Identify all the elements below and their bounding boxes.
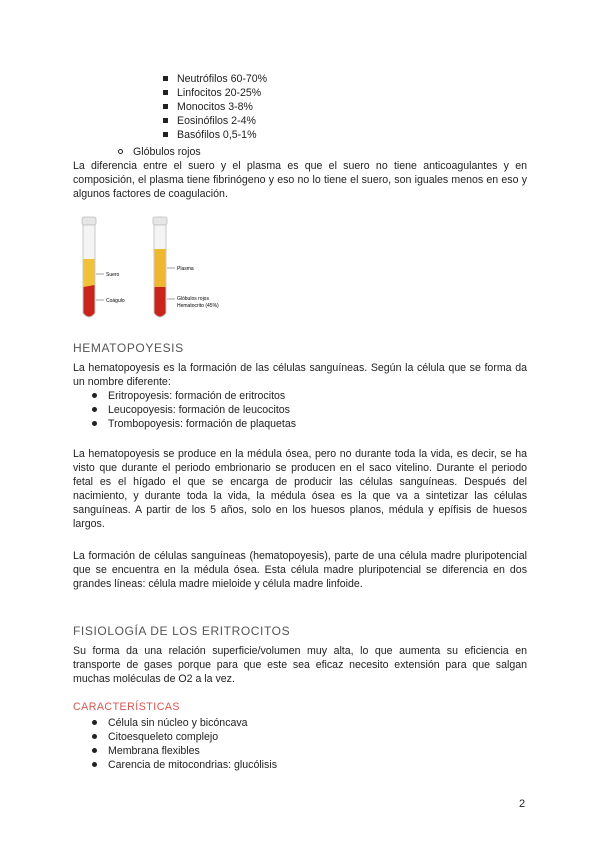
list-item: Célula sin núcleo y bicóncava bbox=[92, 716, 277, 730]
eritrocitos-paragraph: Su forma da una relación superficie/volumen muy alta, lo que aumenta su eficiencia en transporte de gases porque para que este sea eficaz necesito extensión para que salgan muchas moléculas de O2 a la vez. bbox=[73, 645, 527, 685]
serum-label: Suero bbox=[106, 272, 120, 278]
caracteristicas-list bbox=[92, 716, 277, 772]
list-item: Membrana flexibles bbox=[92, 744, 277, 758]
list-item: Citoesqueleto complejo bbox=[92, 730, 277, 744]
eritrocitos-heading: FISIOLOGÍA DE LOS ERITROCITOS bbox=[73, 624, 291, 638]
hematopoyesis-intro: La hematopoyesis es la formación de las células sanguíneas. Según la célula que se forma da un nombre diferente: bbox=[73, 362, 527, 388]
list-item: Neutrófilos 60-70% bbox=[163, 72, 267, 86]
list-item: Basófilos 0,5-1% bbox=[163, 128, 267, 142]
square-bullet-icon bbox=[163, 76, 168, 81]
hematopoyesis-para-2: La formación de células sanguíneas (hematopoyesis), parte de una célula madre pluripotencial que se encuentra en la médula ósea. Esta célula madre pluripotencial se diferencia en dos grandes líneas: célula madre mieloide y célula madre linfoide. bbox=[73, 550, 527, 590]
rbc-label: Glóbulos rojos bbox=[177, 296, 209, 302]
list-item: Linfocitos 20-25% bbox=[163, 86, 267, 100]
serum-tube bbox=[82, 217, 104, 317]
bullet-icon bbox=[92, 393, 97, 398]
serum-plasma-paragraph: La diferencia entre el suero y el plasma es que el suero no tiene anticoagulantes y en composición, el plasma tiene fibrinógeno y eso no lo tiene el suero, son iguales menos en eso y algunos factores de coagulación. bbox=[73, 160, 527, 200]
bullet-icon bbox=[92, 748, 97, 753]
page-number: 2 bbox=[519, 798, 526, 810]
list-item: Eritropoyesis: formación de eritrocitos bbox=[92, 389, 296, 403]
bullet-icon bbox=[92, 734, 97, 739]
hematopoyesis-list bbox=[92, 389, 296, 431]
square-bullet-icon bbox=[163, 132, 168, 137]
bullet-icon bbox=[92, 762, 97, 767]
bullet-icon bbox=[92, 421, 97, 426]
leukocyte-list bbox=[163, 72, 267, 142]
hematopoyesis-heading: HEMATOPOYESIS bbox=[73, 341, 184, 355]
list-item: Monocitos 3-8% bbox=[163, 100, 267, 114]
bullet-icon bbox=[92, 407, 97, 412]
list-item: Trombopoyesis: formación de plaquetas bbox=[92, 417, 296, 431]
bullet-icon bbox=[92, 720, 97, 725]
clot-label: Coágulo bbox=[106, 298, 125, 304]
caracteristicas-heading: CARACTERÍSTICAS bbox=[73, 701, 180, 713]
plasma-tube bbox=[153, 217, 175, 317]
square-bullet-icon bbox=[163, 90, 168, 95]
list-item: Eosinófilos 2-4% bbox=[163, 114, 267, 128]
circle-bullet-icon bbox=[118, 149, 123, 154]
blood-tubes-figure bbox=[76, 215, 276, 325]
list-item: Carencia de mitocondrias: glucólisis bbox=[92, 758, 277, 772]
rbc-list-item: Glóbulos rojos bbox=[118, 145, 201, 159]
square-bullet-icon bbox=[163, 118, 168, 123]
square-bullet-icon bbox=[163, 104, 168, 109]
plasma-label: Plasma bbox=[177, 266, 194, 272]
list-item: Leucopoyesis: formación de leucocitos bbox=[92, 403, 296, 417]
hematocrit-label: Hematocrito (45%) bbox=[177, 303, 219, 309]
hematopoyesis-para-1: La hematopoyesis se produce en la médula ósea, pero no durante toda la vida, es decir, se ha visto que durante el periodo embrionario se producen en el saco vitelino. Durante el periodo fetal es el hígado el que se encarga de producir las células sanguíneas. Después del nacimiento, y durante toda la vida, la médula ósea es la que va a sintetizar las células sanguíneas. A partir de los 5 años, solo en los huesos planos, médula y epífisis de huesos largos. bbox=[73, 448, 527, 530]
